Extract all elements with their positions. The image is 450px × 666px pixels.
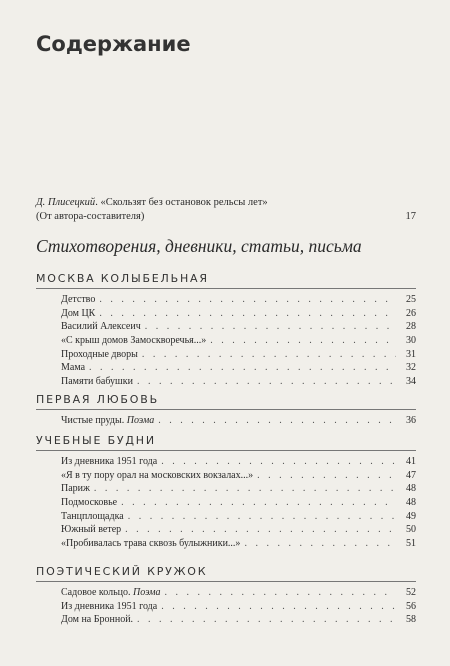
entry-title: Детство [61, 294, 96, 305]
page-number: 56 [406, 600, 416, 612]
toc-entry[interactable] [61, 334, 416, 348]
entry-title: Дом ЦК [61, 307, 96, 319]
toc-entry[interactable] [61, 293, 416, 307]
dot-leader [137, 375, 396, 389]
foreword-author: Д. Плисецкий [36, 197, 96, 208]
section-title: ПОЭТИЧЕСКИЙ КРУЖОК [36, 565, 416, 582]
entry-title: Из дневника 1951 года [61, 600, 158, 612]
toc-section [36, 565, 416, 627]
dot-leader [142, 348, 396, 362]
entry-title: Мама [61, 362, 86, 374]
entry-title: «С крыш домов Замоскворечья...» [61, 335, 207, 347]
page-number: 32 [406, 362, 416, 374]
page-number: 41 [406, 456, 416, 467]
section-title: УЧЕБНЫЕ БУДНИ [36, 434, 416, 451]
toc-entry[interactable] [61, 307, 416, 321]
toc-entry[interactable] [61, 375, 416, 389]
page-number: 51 [406, 538, 416, 550]
entry-title: Из дневника 1951 года [61, 456, 158, 467]
entry-genre: Поэма [133, 587, 161, 598]
entry-title: Памяти бабушки [61, 376, 133, 388]
entry-label [61, 307, 95, 321]
entry-label [61, 361, 85, 375]
entry-label [61, 586, 161, 600]
toc-entry[interactable] [61, 320, 416, 334]
page-title: Содержание [36, 32, 191, 56]
toc-entry[interactable] [61, 469, 416, 483]
toc-entry[interactable] [61, 586, 416, 600]
dot-leader [137, 613, 396, 627]
page-number: 26 [406, 307, 416, 319]
dot-leader [210, 334, 396, 348]
foreword-subtitle: (От автора-составителя) [36, 211, 145, 222]
entry-label [61, 537, 240, 551]
dot-leader [128, 510, 396, 524]
toc-entry[interactable] [61, 455, 416, 469]
toc-entry[interactable] [61, 348, 416, 362]
dot-leader [89, 361, 396, 375]
page-number: 48 [406, 497, 416, 509]
page-number: 31 [406, 348, 416, 360]
page-number: 30 [406, 335, 416, 347]
entry-label [61, 320, 141, 334]
toc-entry[interactable] [61, 613, 416, 627]
page-number: 50 [406, 524, 416, 536]
part-heading: Стихотворения, дневники, статьи, письма [36, 236, 362, 256]
entry-label [61, 348, 138, 362]
entry-title: Дом на Бронной. [61, 614, 134, 626]
entry-title: Париж [61, 483, 90, 495]
entry-label [61, 414, 154, 428]
entry-title: Чистые пруды. [61, 415, 125, 426]
section-title: МОСКВА КОЛЫБЕЛЬНАЯ [36, 272, 416, 289]
foreword-entry [36, 196, 416, 224]
page-number: 17 [405, 211, 416, 222]
entry-title: Проходные дворы [61, 348, 138, 360]
foreword-title: . «Скользят без остановок рельсы лет» [95, 197, 268, 208]
toc-entry[interactable] [61, 600, 416, 614]
toc-entry[interactable] [61, 482, 416, 496]
dot-leader [257, 469, 396, 483]
entry-title: Южный ветер [61, 524, 122, 536]
entry-label [61, 482, 90, 496]
toc-section [36, 434, 416, 551]
page-number: 49 [406, 510, 416, 522]
toc-entry[interactable] [61, 510, 416, 524]
dot-leader [165, 586, 396, 600]
entry-label [61, 496, 117, 510]
page-number: 25 [406, 294, 416, 305]
entry-title: Подмосковье [61, 497, 118, 509]
page-number: 47 [406, 469, 416, 481]
page-number: 36 [406, 415, 416, 426]
entry-label [61, 455, 157, 469]
entry-label [61, 469, 253, 483]
toc-entry[interactable] [61, 537, 416, 551]
entry-title: Танцплощадка [61, 510, 124, 522]
entry-title: «Я в ту пору орал на московских вокзалах...» [61, 469, 254, 481]
entry-label [61, 510, 124, 524]
dot-leader [158, 414, 396, 428]
entry-label [61, 613, 133, 627]
dot-leader [121, 496, 396, 510]
page-number: 58 [406, 614, 416, 626]
dot-leader [145, 320, 396, 334]
toc-section [36, 272, 416, 389]
dot-leader [161, 455, 396, 469]
toc-section [36, 393, 416, 428]
entry-title: Василий Алексеич [61, 321, 141, 333]
toc-entry[interactable] [61, 523, 416, 537]
page-number: 34 [406, 376, 416, 388]
entry-title: «Пробивалась трава сквозь булыжники...» [61, 538, 241, 550]
dot-leader [125, 523, 396, 537]
page-number: 48 [406, 483, 416, 495]
toc-entry[interactable] [61, 496, 416, 510]
entry-label [61, 293, 95, 307]
dot-leader [161, 600, 396, 614]
entry-label [61, 600, 157, 614]
toc-entry[interactable] [61, 361, 416, 375]
toc-entry[interactable] [61, 414, 416, 428]
dot-leader [99, 293, 396, 307]
page-number: 52 [406, 587, 416, 598]
entry-genre: Поэма [126, 415, 155, 426]
entry-label [61, 375, 133, 389]
entry-label [61, 523, 121, 537]
dot-leader [94, 482, 396, 496]
dot-leader [244, 537, 396, 551]
entry-label [61, 334, 206, 348]
page-number: 28 [406, 321, 416, 333]
dot-leader [99, 307, 396, 321]
section-title: ПЕРВАЯ ЛЮБОВЬ [36, 393, 416, 410]
entry-title: Садовое кольцо. [61, 587, 131, 598]
